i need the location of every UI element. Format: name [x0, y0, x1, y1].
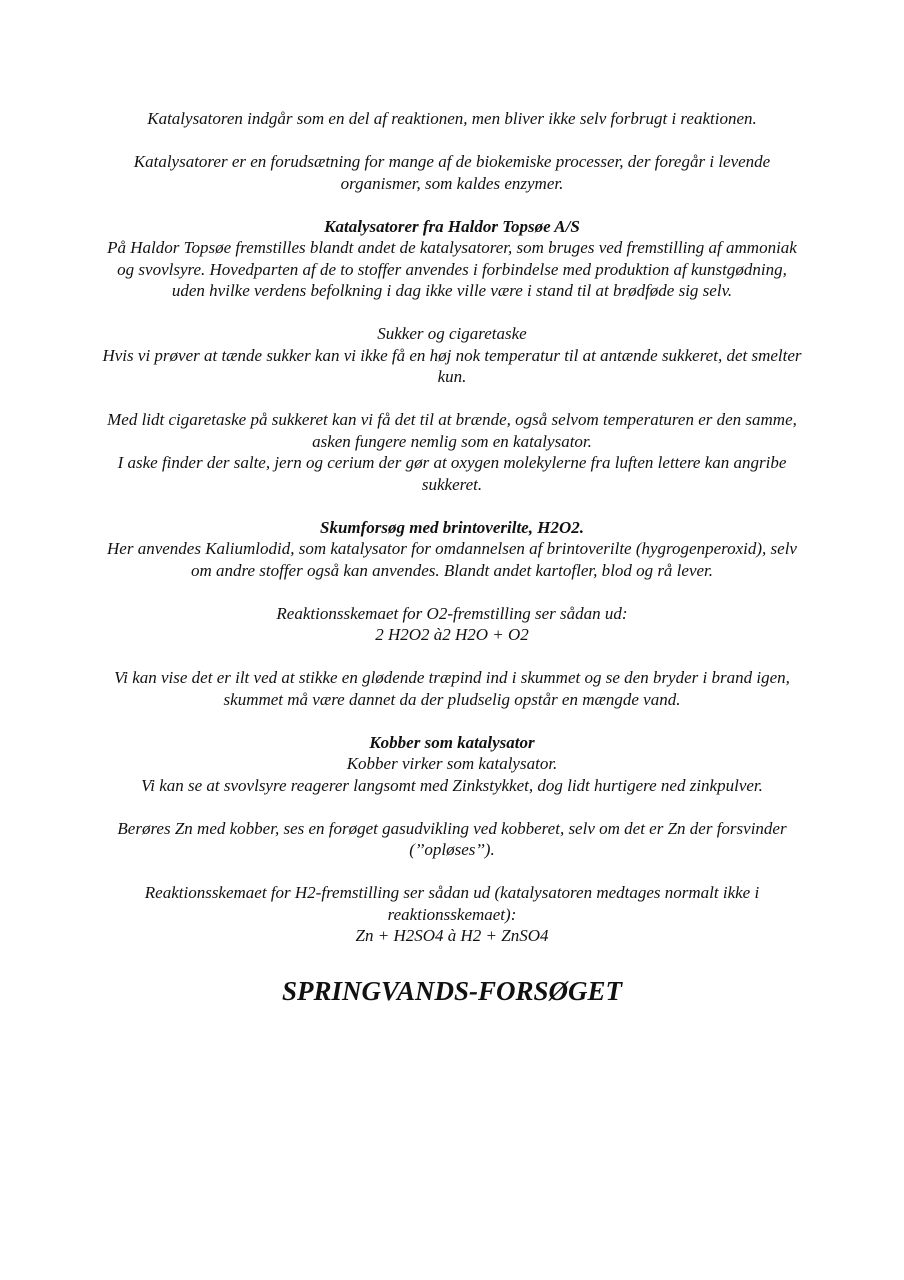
paragraph-reaktionsskema-h2: Reaktionsskemaet for H2-fremstilling ser sådan ud (katalysatoren medtages normalt ikke i reaktionsskemaet): [144, 883, 760, 924]
paragraph-cigaretaske: Med lidt cigaretaske på sukkeret kan vi få det til at brænde, også selvom temperaturen er den samme, asken fungere nemlig som en katalysator. [107, 410, 797, 451]
equation-o2: 2 H2O2 à2 H2O + O2 [375, 625, 529, 644]
heading-haldor-topsoe: Katalysatorer fra Haldor Topsøe A/S [324, 216, 580, 236]
heading-sukker-cigaretaske: Sukker og cigaretaske [377, 324, 527, 343]
equation-h2: Zn + H2SO4 à H2 + ZnSO4 [355, 926, 549, 945]
heading-kobber: Kobber som katalysator [369, 732, 535, 752]
paragraph-ilt-test: Vi kan vise det er ilt ved at stikke en glødende træpind ind i skummet og se den bryder i brand igen, skummet må være dannet da der pludselig opstår en mængde vand. [114, 668, 790, 709]
paragraph-aske: I aske finder der salte, jern og cerium der gør at oxygen molekylerne fra luften lettere kan angribe sukkeret. [117, 453, 787, 494]
paragraph-reaktionsskema-o2: Reaktionsskemaet for O2-fremstilling ser sådan ud: [276, 603, 628, 623]
paragraph-svovlsyre: Vi kan se at svovlsyre reagerer langsomt med Zinkstykket, dog lidt hurtigere ned zinkpulver. [141, 775, 763, 795]
document-body [100, 108, 804, 1028]
paragraph-zn-kobber: Berøres Zn med kobber, ses en forøget gasudvikling ved kobberet, selv om det er Zn der forsvinder (’’opløses’’). [117, 818, 787, 859]
paragraph-haldor-topsoe: På Haldor Topsøe fremstilles blandt andet de katalysatorer, som bruges ved fremstilling af ammoniak og svovlsyre. Hovedparten af de to stoffer anvendes i forbindelse med produktion af kunstgødning, uden hvilke verdens befolkning i dag ikke ville være i stand til at brødføde sig selv. [107, 238, 797, 300]
section-title-springvand: SPRINGVANDS-FORSØGET [281, 975, 623, 1006]
paragraph-kobber-katalysator: Kobber virker som katalysator. [346, 754, 558, 773]
heading-skumforsog: Skumforsøg med brintoverilte, H2O2. [320, 517, 584, 537]
paragraph-sukker: Hvis vi prøver at tænde sukker kan vi ikke få en høj nok temperatur til at antænde sukkeret, det smelter kun. [102, 345, 802, 386]
paragraph-kaliumlodid: Her anvendes Kaliumlodid, som katalysator for omdannelsen af brintoverilte (hygrogenperoxid), selv om andre stoffer også kan anvendes. Blandt andet kartofler, blod og rå lever. [107, 539, 797, 580]
paragraph-katalysator-definition: Katalysatoren indgår som en del af reaktionen, men bliver ikke selv forbrugt i reaktionen. [147, 109, 757, 128]
paragraph-enzymer: Katalysatorer er en forudsætning for mange af de biokemiske processer, der foregår i levende organismer, som kaldes enzymer. [133, 152, 771, 193]
